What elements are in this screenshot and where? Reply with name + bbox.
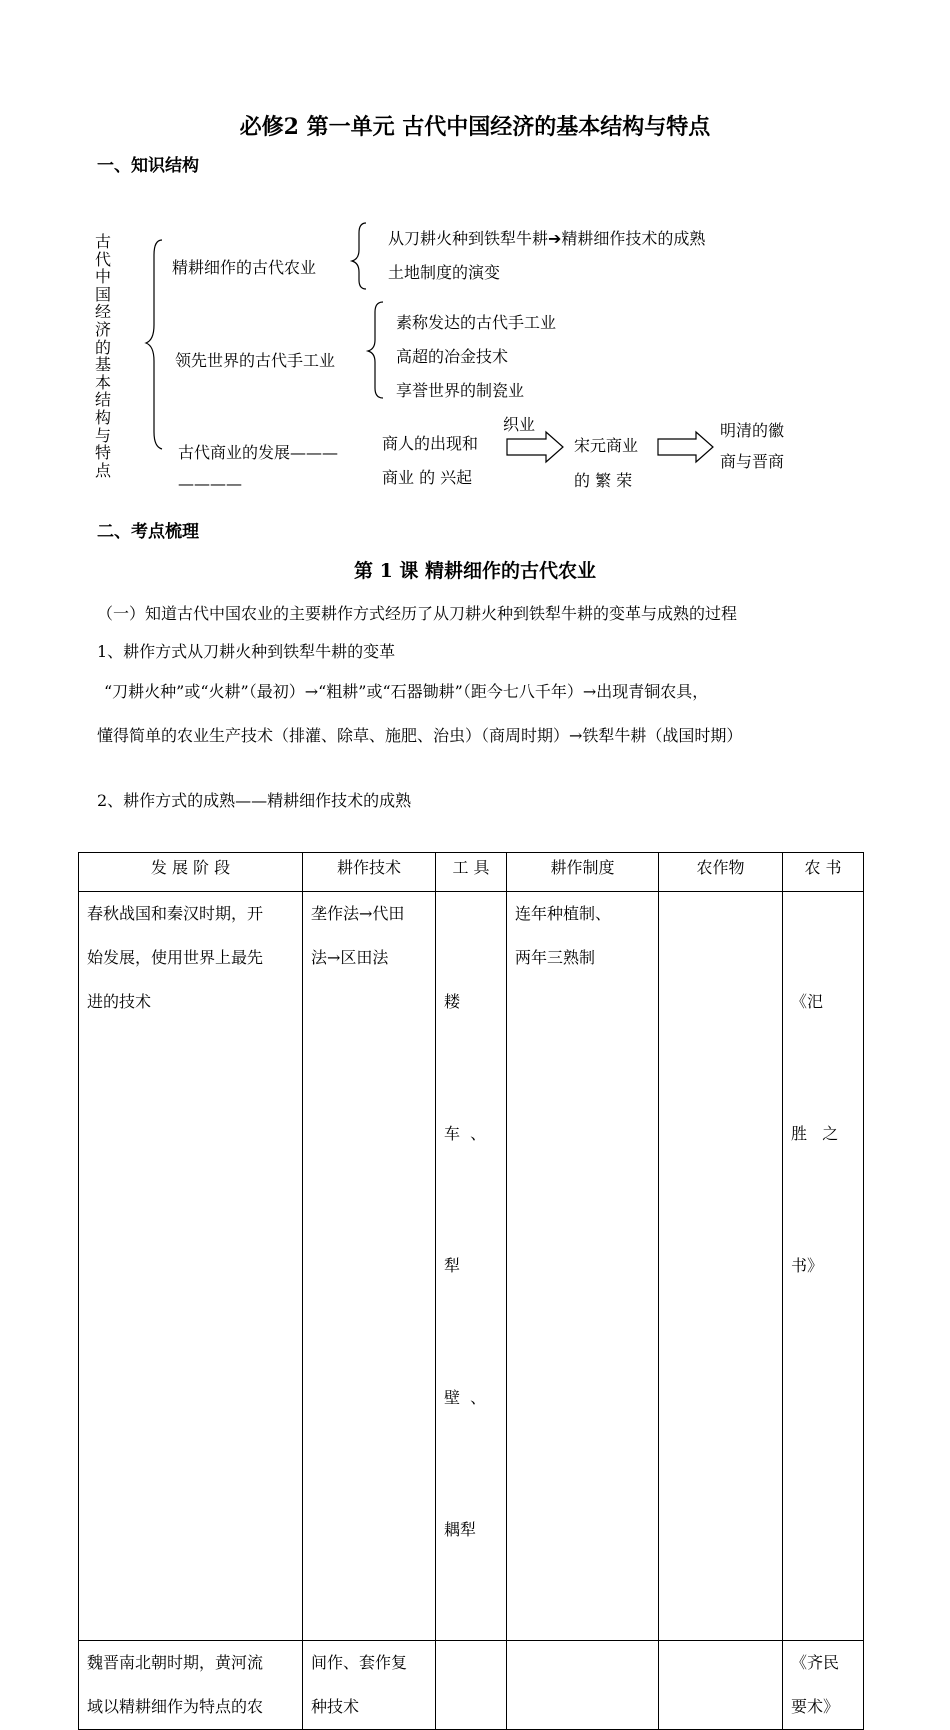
- flow-stage-2-line2: 的 繁 荣: [574, 471, 633, 490]
- cell-line: 要术》: [791, 1697, 840, 1716]
- cell-line: 犁: [444, 1256, 461, 1275]
- cell-tools: [436, 1641, 507, 1730]
- branch-commerce-line1: 古代商业的发展———: [178, 443, 339, 462]
- cell-crops: [659, 1641, 783, 1730]
- branch-handicraft: 领先世界的古代手工业: [175, 351, 336, 370]
- paragraph-heading-2: 2、耕作方式的成熟——精耕细作技术的成熟: [97, 791, 412, 810]
- section-heading-points: 二、考点梳理: [97, 522, 199, 542]
- structure-root-vertical: 古代中国经济的基本结构与特点: [94, 232, 111, 480]
- flow-stage-1-line1: 商人的出现和: [382, 434, 479, 453]
- paragraph-process-line2: 懂得简单的农业生产技术（排灌、除草、施肥、治虫）（商周时期）→铁犁牛耕（战国时期）: [97, 726, 743, 745]
- table-row: [79, 892, 864, 1641]
- header-technique: 耕作技术: [303, 853, 436, 892]
- cell-line: 车 、: [444, 1124, 487, 1143]
- handicraft-item-1: 素称发达的古代手工业: [396, 313, 557, 332]
- agriculture-item-2: 土地制度的演变: [388, 263, 501, 282]
- header-system: 耕作制度: [507, 853, 659, 892]
- main-brace: [146, 240, 162, 449]
- lesson-title: 第 1 课 精耕细作的古代农业: [353, 560, 597, 582]
- cell-line: 垄作法→代田: [311, 904, 405, 923]
- flow-stage-2-line1: 宋元商业: [574, 436, 639, 455]
- flow-stage-3-line1: 明清的徽: [720, 421, 785, 440]
- hollow-arrow-2: [658, 432, 713, 462]
- header-stage: 发 展 阶 段: [79, 853, 303, 892]
- cell-technique: [303, 892, 436, 1641]
- cell-line: 《齐民: [791, 1653, 840, 1672]
- cell-line: 进的技术: [87, 992, 152, 1011]
- cell-stage: [79, 892, 303, 1641]
- cell-line: 始发展，使用世界上最先: [87, 948, 264, 967]
- paragraph-process-line1: “刀耕火种”或“火耕”（最初）→“粗耕”或“石器锄耕”（距今七八千年）→出现青铜农具，: [104, 682, 709, 701]
- handicraft-item-3: 享誉世界的制瓷业: [396, 381, 525, 400]
- hollow-arrow-1: [507, 432, 563, 462]
- cell-line: 书》: [791, 1256, 824, 1275]
- flow-stage-3-line2: 商与晋商: [720, 452, 785, 471]
- cell-system: [507, 1641, 659, 1730]
- paragraph-heading-1: 1、耕作方式从刀耕火种到铁犁牛耕的变革: [97, 642, 396, 661]
- flow-stage-1-line2: 商业 的 兴起: [382, 468, 473, 487]
- cell-line: 耧: [444, 992, 461, 1011]
- cell-line: 魏晋南北朝时期，黄河流: [87, 1653, 264, 1672]
- cell-line: 域以精耕细作为特点的农: [87, 1697, 264, 1716]
- section-heading-structure: 一、知识结构: [97, 156, 199, 176]
- agriculture-stages-table: [78, 852, 864, 1730]
- paragraph-objective: （一）知道古代中国农业的主要耕作方式经历了从刀耕火种到铁犁牛耕的变革与成熟的过程: [97, 604, 738, 623]
- cell-line: 春秋战国和秦汉时期，开: [87, 904, 264, 923]
- header-tools: 工 具: [436, 853, 507, 892]
- page-title: 必修2 第一单元 古代中国经济的基本结构与特点: [239, 114, 711, 140]
- cell-technique: [303, 1641, 436, 1730]
- handicraft-item-2: 高超的冶金技术: [396, 347, 509, 366]
- cell-line: 间作、套作复: [311, 1653, 408, 1672]
- cell-book: [783, 1641, 864, 1730]
- cell-line: 《汜: [791, 992, 824, 1011]
- cell-line: 胜 之: [791, 1124, 839, 1143]
- cell-line: 法→区田法: [311, 948, 389, 967]
- cell-book: [783, 892, 864, 1641]
- cell-line: 两年三熟制: [515, 948, 596, 967]
- header-books: 农 书: [783, 853, 864, 892]
- arrow-label: 织业: [503, 415, 536, 434]
- table-row: [79, 1641, 864, 1730]
- agriculture-item-1: 从刀耕火种到铁犁牛耕➔精耕细作技术的成熟: [388, 229, 706, 248]
- branch-agriculture: 精耕细作的古代农业: [172, 258, 317, 277]
- table-header-row: [79, 853, 864, 892]
- cell-tools: [436, 892, 507, 1641]
- cell-line: 耦犁: [444, 1520, 477, 1539]
- cell-line: 种技术: [311, 1697, 360, 1716]
- cell-line: 连年种植制、: [515, 904, 612, 923]
- cell-system: [507, 892, 659, 1641]
- branch-commerce-line2: ————: [178, 474, 242, 493]
- brace-handicraft: [368, 302, 383, 398]
- cell-line: 壁 、: [444, 1388, 487, 1407]
- cell-stage: [79, 1641, 303, 1730]
- cell-crops: [659, 892, 783, 1641]
- header-crops: 农作物: [659, 853, 783, 892]
- brace-agriculture: [352, 223, 366, 289]
